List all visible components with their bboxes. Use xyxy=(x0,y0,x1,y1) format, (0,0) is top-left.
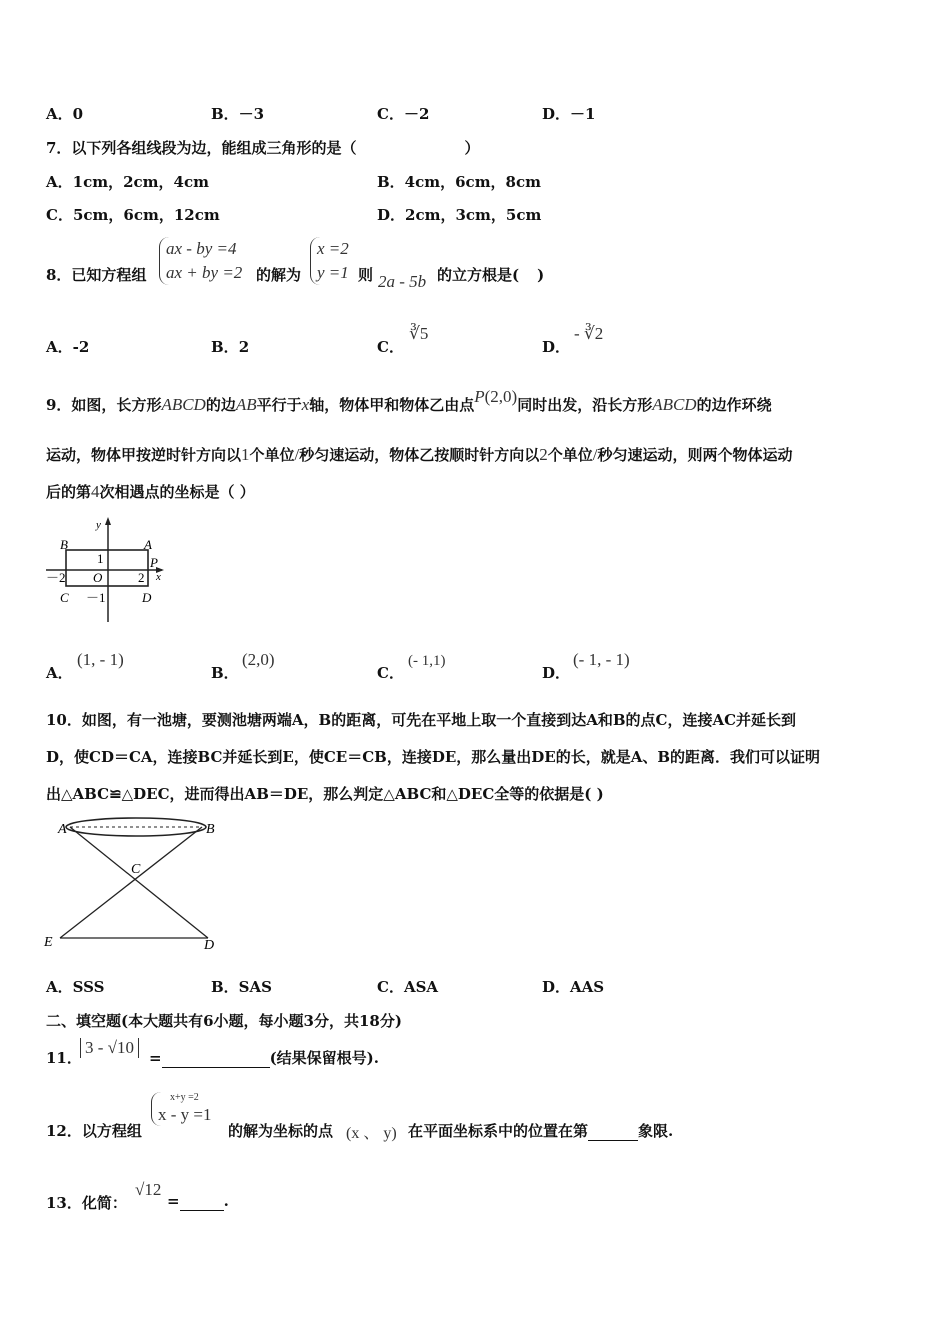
q7-stem: 7．以下列各组线段为边，能组成三角形的是（ ） xyxy=(46,139,480,157)
q8-equation-system xyxy=(159,237,242,285)
q13-answer: = . xyxy=(167,1192,229,1210)
fig-label-e: E xyxy=(44,935,53,950)
q10-pond-figure xyxy=(40,810,230,955)
rectangle-abcd xyxy=(66,550,148,586)
q9-option-b: (2,0) xyxy=(242,650,275,669)
fig-label-d: D xyxy=(204,938,215,953)
fig-label-o: O xyxy=(93,570,103,585)
q13-prefix: 13．化简： xyxy=(46,1194,127,1212)
fig-label-c: C xyxy=(131,862,141,877)
fig-label-x: x xyxy=(156,571,161,583)
fig-label-1: 1 xyxy=(97,551,104,566)
q7-option-d: D．2cm，3cm，5cm xyxy=(377,206,542,224)
q8-option-c-radical: ∛5 xyxy=(409,324,429,343)
q9-option-c: (- 1,1) xyxy=(408,653,446,669)
q7-option-b: B．4cm，6cm，8cm xyxy=(377,173,542,191)
q10-option-d: D．AAS xyxy=(542,978,605,996)
q10-line-1: 10．如图，有一池塘，要测池塘两端A，B的距离，可先在平地上取一个直接到达A和B的点C，连接AC并延长到 xyxy=(46,711,797,729)
fig-label-b: B xyxy=(206,822,215,837)
fig-label-d: D xyxy=(142,590,152,605)
q8-expression: 2a - 5b xyxy=(378,272,427,291)
q9-option-d-label: D． xyxy=(542,664,571,682)
y-axis-arrow xyxy=(105,517,111,525)
q12-blank xyxy=(588,1122,638,1141)
q11-prefix: 11． xyxy=(46,1049,82,1067)
fig-label-b: B xyxy=(60,537,68,552)
fig-label-a: A xyxy=(144,537,152,552)
q12-prefix: 12．以方程组 xyxy=(46,1122,142,1140)
q13-radical: √12 xyxy=(135,1180,162,1199)
q9-option-d: (- 1, - 1) xyxy=(573,650,630,669)
fig-label-2: 2 xyxy=(138,570,145,585)
q8-sol1: x =2 xyxy=(317,239,349,258)
q11-expression xyxy=(80,1038,139,1058)
q6-option-d: D．－1 xyxy=(542,105,596,123)
line-ad xyxy=(70,827,208,938)
q8-post: 的立方根是( ) xyxy=(437,266,545,284)
q12-point: (x 、 y) xyxy=(346,1125,397,1142)
q10-option-a: A．SSS xyxy=(46,978,105,996)
q8-prefix: 8．已知方程组 xyxy=(46,266,147,284)
q8-mid: 的解为 xyxy=(256,266,302,284)
q12-eq1: x+y =2 xyxy=(170,1092,199,1103)
q13-blank xyxy=(180,1192,224,1211)
q8-option-b: B．2 xyxy=(211,338,250,356)
q9-option-b-label: B． xyxy=(211,664,239,682)
q10-option-b: B．SAS xyxy=(211,978,272,996)
q9-line-2: 运动，物体甲按逆时针方向以1个单位/秒匀速运动，物体乙按顺时针方向以2个单位/秒匀速运动，则两个物体运动 xyxy=(46,445,793,464)
fig-label-neg1: －1 xyxy=(86,590,106,605)
q8-then: 则 xyxy=(358,266,374,284)
section-2-title: 二、填空题(本大题共有6小题，每小题3分，共18分) xyxy=(46,1012,402,1030)
q7-option-a: A．1cm，2cm，4cm xyxy=(46,173,209,191)
q8-option-a: A．-2 xyxy=(46,338,90,356)
fig-label-p: P xyxy=(150,555,158,570)
q10-line-3: 出△ABC≌△DEC，进而得出AB＝DE，那么判定△ABC和△DEC全等的依据是( ) xyxy=(46,785,604,803)
q8-solution-system xyxy=(310,237,349,285)
q8-eq2: ax + by =2 xyxy=(166,263,243,282)
q6-option-c: C．－2 xyxy=(377,105,430,123)
fig-label-a: A xyxy=(58,822,67,837)
q8-option-d-label: D． xyxy=(542,338,571,356)
q12-eq2: x - y =1 xyxy=(158,1105,212,1124)
q6-option-b: B．－3 xyxy=(211,105,265,123)
fig-label-c: C xyxy=(60,590,69,605)
q9-line-3: 后的第4次相遇点的坐标是（ ） xyxy=(46,482,255,501)
q8-eq1: ax - by =4 xyxy=(166,239,237,258)
fig-label-y: y xyxy=(96,519,101,531)
line-be xyxy=(60,827,202,938)
q9-option-c-label: C． xyxy=(377,664,404,682)
q9-rectangle-figure xyxy=(44,512,170,624)
q8-option-c-label: C． xyxy=(377,338,404,356)
q12-equation-system xyxy=(151,1092,212,1126)
q12-mid: 的解为坐标的点 xyxy=(228,1122,334,1140)
q12-post: 在平面坐标系中的位置在第 象限. xyxy=(408,1122,674,1140)
q9-option-a-label: A． xyxy=(46,664,73,682)
q9-option-a: (1, - 1) xyxy=(77,650,124,669)
q8-option-d-radical: - ∛2 xyxy=(574,324,604,343)
q10-option-c: C．ASA xyxy=(377,978,439,996)
q6-option-a: A．0 xyxy=(46,105,84,123)
q10-line-2: D，使CD＝CA，连接BC并延长到E，使CE＝CB，连接DE，那么量出DE的长，就是A、B的距离．我们可以证明 xyxy=(46,748,821,766)
q8-sol2: y =1 xyxy=(317,263,349,282)
q9-line-1: 9．如图，长方形ABCD的边AB平行于x轴，物体甲和物体乙由点P(2,0)同时出发，沿长方形ABCD的边作环绕 xyxy=(46,387,772,414)
q7-option-c: C．5cm，6cm，12cm xyxy=(46,206,220,224)
q11-blank xyxy=(162,1049,270,1068)
q11-answer: = (结果保留根号). xyxy=(149,1049,379,1067)
q11-absolute-value: 3 - √10 xyxy=(80,1038,139,1058)
fig-label-neg2: －2 xyxy=(46,570,66,585)
